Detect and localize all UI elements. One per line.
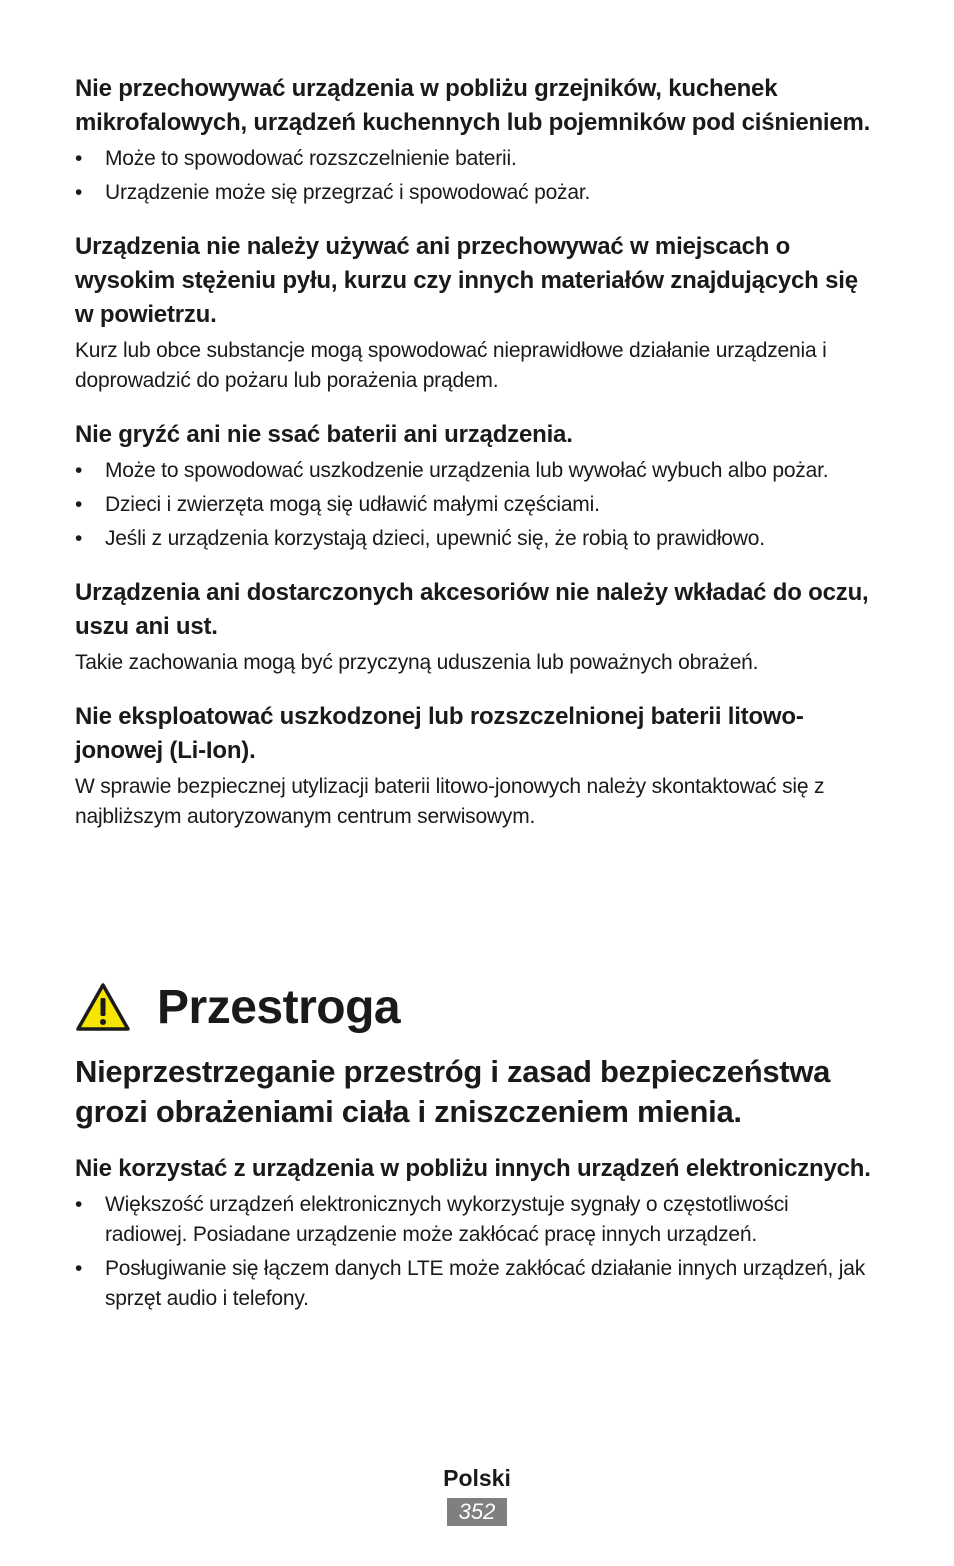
- section-battery: [75, 700, 875, 832]
- top-content: [75, 72, 875, 854]
- list-item: • Dzieci i zwierzęta mogą się udławić małymi częściami.: [75, 490, 875, 520]
- bullet-list: [75, 1190, 875, 1314]
- section-dust: [75, 230, 875, 396]
- bullet-list: [75, 144, 875, 208]
- section-electronics: [75, 1152, 875, 1314]
- bullet-marker: •: [75, 147, 83, 170]
- section-heading: Nie przechowywać urządzenia w pobliżu grzejników, kuchenek mikrofalowych, urządzeń kuchennych lub pojemników pod ciśnieniem.: [75, 75, 871, 136]
- bullet-marker: •: [75, 1257, 83, 1280]
- section-heading: Nie korzystać z urządzenia w pobliżu innych urządzeń elektronicznych.: [75, 1155, 871, 1182]
- section-heading: Nie gryźć ani nie ssać baterii ani urządzenia.: [75, 421, 573, 448]
- bottom-content: [75, 1152, 875, 1336]
- section-paragraph: Takie zachowania mogą być przyczyną uduszenia lub poważnych obrażeń.: [75, 651, 759, 674]
- warning-triangle-icon: [75, 982, 131, 1032]
- list-item: • Może to spowodować uszkodzenie urządzenia lub wywołać wybuch albo pożar.: [75, 456, 875, 486]
- list-item: • Większość urządzeń elektronicznych wykorzystuje sygnały o częstotliwości radiowej. Posiadane urządzenie może zakłócać pracę innych urządzeń.: [75, 1190, 875, 1250]
- list-item: • Posługiwanie się łączem danych LTE może zakłócać działanie innych urządzeń, jak sprzęt audio i telefony.: [75, 1254, 875, 1314]
- caution-intro: Nieprzestrzeganie przestróg i zasad bezpieczeństwa grozi obrażeniami ciała i zniszczeniem mienia.: [75, 1054, 831, 1129]
- footer-language: Polski: [443, 1465, 511, 1491]
- page-footer: [0, 1462, 954, 1526]
- section-heading: Urządzenia ani dostarczonych akcesoriów nie należy wkładać do oczu, uszu ani ust.: [75, 579, 869, 640]
- section-heading: Nie eksploatować uszkodzonej lub rozszczelnionej baterii litowo-jonowej (Li-Ion).: [75, 703, 804, 764]
- bullet-marker: •: [75, 493, 83, 516]
- bullet-marker: •: [75, 527, 83, 550]
- section-heaters: [75, 72, 875, 208]
- bullet-list: [75, 456, 875, 554]
- caution-title: Przestroga: [157, 980, 401, 1034]
- caution-header: [75, 972, 400, 1042]
- section-heading: Urządzenia nie należy używać ani przechowywać w miejscach o wysokim stężeniu pyłu, kurzu czy innych materiałów znajdujących się w powietrzu.: [75, 233, 858, 328]
- bullet-marker: •: [75, 1193, 83, 1216]
- section-paragraph: Kurz lub obce substancje mogą spowodować nieprawidłowe działanie urządzenia i doprowadzić do pożaru lub porażenia prądem.: [75, 339, 827, 392]
- bullet-marker: •: [75, 181, 83, 204]
- page-number-badge: 352: [447, 1498, 508, 1526]
- list-item: • Urządzenie może się przegrzać i spowodować pożar.: [75, 178, 875, 208]
- section-paragraph: W sprawie bezpiecznej utylizacji baterii litowo-jonowych należy skontaktować się z najbliższym autoryzowanym centrum serwisowym.: [75, 775, 825, 828]
- list-item: • Jeśli z urządzenia korzystają dzieci, upewnić się, że robią to prawidłowo.: [75, 524, 875, 554]
- section-eyes: [75, 576, 875, 678]
- bullet-marker: •: [75, 459, 83, 482]
- section-bite: [75, 418, 875, 554]
- list-item: • Może to spowodować rozszczelnienie baterii.: [75, 144, 875, 174]
